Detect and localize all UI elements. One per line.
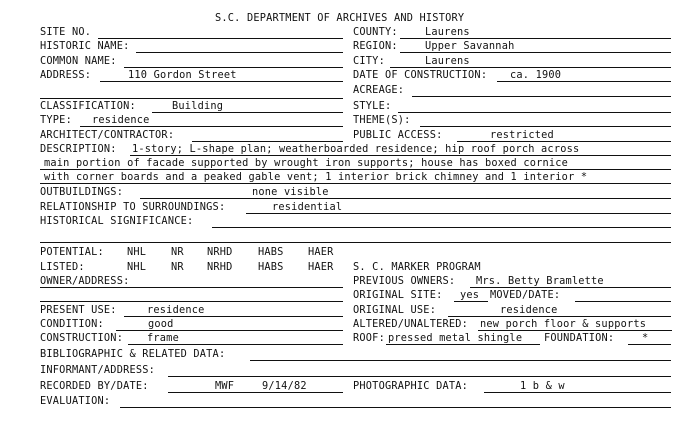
listed-nrhd: NRHD: [207, 261, 233, 273]
listed-nr: NR: [171, 261, 184, 273]
description-line-1: 1-story; L-shape plan; weatherboarded residence; hip roof porch across: [132, 143, 580, 155]
owner-address-line: [40, 287, 343, 288]
description-rule-2: [40, 169, 671, 170]
moved-date-line: [575, 301, 671, 302]
potential-habs: HABS: [258, 246, 284, 258]
bibliographic-line: [250, 360, 671, 361]
style-line: [398, 112, 671, 113]
evaluation-label: EVALUATION:: [40, 395, 111, 407]
foundation-label: FOUNDATION:: [544, 332, 615, 344]
themes-label: THEME(S):: [353, 114, 411, 126]
type-line: [80, 126, 343, 127]
historical-significance-label: HISTORICAL SIGNIFICANCE:: [40, 215, 194, 227]
listed-habs: HABS: [258, 261, 284, 273]
photographic-line: [484, 392, 671, 393]
relationship-line: [246, 213, 671, 214]
date-of-construction-label: DATE OF CONSTRUCTION:: [353, 69, 488, 81]
section-divider: [40, 98, 343, 99]
construction-line: [128, 344, 343, 345]
historical-significance-line: [212, 227, 671, 228]
form-title: S.C. DEPARTMENT OF ARCHIVES AND HISTORY: [215, 12, 465, 24]
owner-address-line-2: [40, 301, 343, 302]
potential-haer: HAER: [308, 246, 334, 258]
style-label: STYLE:: [353, 100, 392, 112]
acreage-line: [412, 96, 671, 97]
relationship-label: RELATIONSHIP TO SURROUNDINGS:: [40, 201, 226, 213]
relationship-value: residential: [272, 201, 343, 213]
classification-value: Building: [172, 100, 224, 112]
altered-label: ALTERED/UNALTERED:: [353, 318, 469, 330]
construction-value: frame: [147, 332, 179, 344]
recorded-date-value: 9/14/82: [262, 380, 307, 392]
photographic-value: 1 b & w: [520, 380, 565, 392]
themes-line: [420, 126, 671, 127]
roof-line: [386, 344, 540, 345]
acreage-label: ACREAGE:: [353, 84, 405, 96]
potential-nr: NR: [171, 246, 184, 258]
region-label: REGION:: [353, 40, 398, 52]
classification-line: [152, 112, 343, 113]
architect-line: [192, 141, 343, 142]
present-use-label: PRESENT USE:: [40, 304, 117, 316]
marker-program-label: S. C. MARKER PROGRAM: [353, 261, 481, 273]
description-line-2: main portion of facade supported by wrought iron supports; house has boxed cornice: [44, 157, 569, 169]
public-access-label: PUBLIC ACCESS:: [353, 129, 443, 141]
original-site-value: yes: [460, 289, 480, 301]
date-of-construction-value: ca. 1900: [510, 69, 562, 81]
outbuildings-value: none visible: [252, 186, 329, 198]
description-rule-1: [130, 155, 671, 156]
region-line: [400, 52, 671, 53]
listed-haer: HAER: [308, 261, 334, 273]
historical-significance-line-2: [40, 242, 671, 243]
owner-address-label: OWNER/ADDRESS:: [40, 275, 130, 287]
condition-label: CONDITION:: [40, 318, 104, 330]
type-label: TYPE:: [40, 114, 72, 126]
original-site-label: ORIGINAL SITE:: [353, 289, 443, 301]
county-value: Laurens: [425, 26, 470, 38]
address-value: 110 Gordon Street: [128, 69, 237, 81]
recorded-by-value: MWF: [215, 380, 235, 392]
present-use-line: [124, 316, 343, 317]
original-use-value: residence: [500, 304, 558, 316]
description-rule-3: [40, 183, 671, 184]
public-access-line: [457, 141, 671, 142]
informant-line: [168, 376, 671, 377]
original-site-line: [454, 301, 488, 302]
foundation-value: *: [642, 332, 649, 344]
original-use-label: ORIGINAL USE:: [353, 304, 437, 316]
address-line: [100, 81, 343, 82]
description-line-3: with corner boards and a peaked gable vent; 1 interior brick chimney and 1 interior *: [44, 171, 588, 183]
listed-label: LISTED:: [40, 261, 85, 273]
county-line: [400, 38, 671, 39]
public-access-value: restricted: [490, 129, 554, 141]
previous-owners-label: PREVIOUS OWNERS:: [353, 275, 456, 287]
region-value: Upper Savannah: [425, 40, 515, 52]
potential-nhl: NHL: [127, 246, 147, 258]
moved-date-label: MOVED/DATE:: [490, 289, 561, 301]
evaluation-line: [120, 407, 671, 408]
site-no-line: [98, 38, 343, 39]
site-no-label: SITE NO.: [40, 26, 92, 38]
city-line: [390, 67, 671, 68]
informant-label: INFORMANT/ADDRESS:: [40, 364, 156, 376]
potential-nrhd: NRHD: [207, 246, 233, 258]
recorded-by-line: [168, 392, 343, 393]
common-name-label: COMMON NAME:: [40, 55, 117, 67]
common-name-line: [124, 67, 343, 68]
classification-label: CLASSIFICATION:: [40, 100, 136, 112]
original-use-line: [448, 316, 671, 317]
photographic-label: PHOTOGRAPHIC DATA:: [353, 380, 469, 392]
roof-value: pressed metal shingle: [388, 332, 523, 344]
historic-name-line: [136, 52, 343, 53]
county-label: COUNTY:: [353, 26, 398, 38]
outbuildings-label: OUTBUILDINGS:: [40, 186, 124, 198]
architect-label: ARCHITECT/CONTRACTOR:: [40, 129, 175, 141]
previous-owners-value: Mrs. Betty Bramlette: [476, 275, 604, 287]
recorded-by-label: RECORDED BY/DATE:: [40, 380, 149, 392]
roof-label: ROOF:: [353, 332, 385, 344]
foundation-line: [628, 344, 671, 345]
city-label: CITY:: [353, 55, 385, 67]
previous-owners-line: [470, 287, 671, 288]
city-value: Laurens: [425, 55, 470, 67]
outbuildings-line: [140, 198, 671, 199]
condition-line: [116, 330, 343, 331]
address-label: ADDRESS:: [40, 69, 92, 81]
altered-value: new porch floor & supports: [480, 318, 647, 330]
construction-label: CONSTRUCTION:: [40, 332, 124, 344]
present-use-value: residence: [147, 304, 205, 316]
altered-line: [478, 330, 672, 331]
potential-label: POTENTIAL:: [40, 246, 104, 258]
type-value: residence: [92, 114, 150, 126]
listed-nhl: NHL: [127, 261, 147, 273]
bibliographic-label: BIBLIOGRAPHIC & RELATED DATA:: [40, 348, 226, 360]
condition-value: good: [148, 318, 174, 330]
description-label: DESCRIPTION:: [40, 143, 117, 155]
date-of-construction-line: [497, 81, 671, 82]
historic-name-label: HISTORIC NAME:: [40, 40, 130, 52]
